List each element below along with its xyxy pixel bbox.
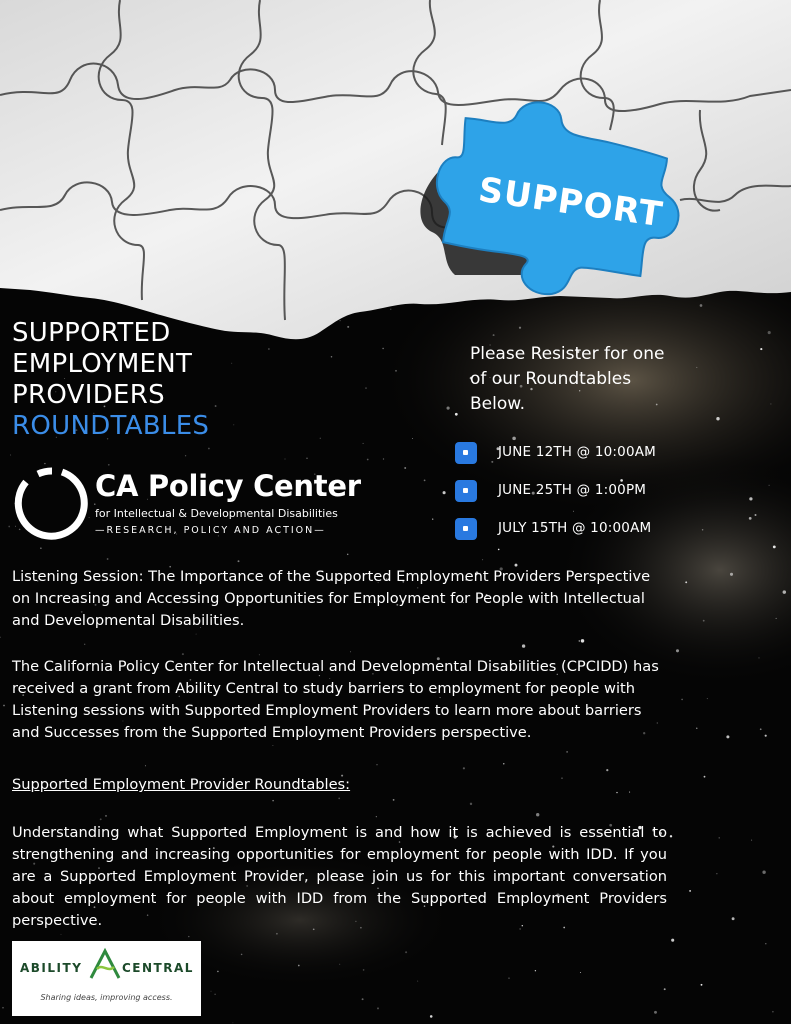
star	[508, 978, 509, 979]
star	[581, 639, 584, 642]
star	[676, 649, 679, 652]
star	[770, 403, 771, 404]
star	[606, 769, 608, 771]
star	[482, 559, 483, 560]
star	[182, 653, 184, 655]
star	[276, 933, 278, 935]
star	[580, 972, 581, 973]
roundtables-heading: Supported Employment Provider Roundtables:	[12, 776, 351, 793]
ring-logo-icon	[12, 466, 88, 542]
ability-a-mark-icon	[88, 947, 122, 981]
star	[432, 518, 433, 519]
star	[339, 964, 340, 965]
star	[188, 936, 189, 937]
star	[719, 837, 720, 838]
star	[196, 634, 197, 635]
star	[284, 458, 285, 459]
star	[503, 763, 504, 764]
star	[208, 448, 210, 450]
star	[707, 698, 708, 699]
logo-subtitle: for Intellectual & Developmental Disabilities	[95, 507, 338, 520]
star	[367, 459, 369, 461]
star	[522, 644, 525, 647]
date-item[interactable]	[455, 514, 775, 552]
support-piece-label: SUPPORT	[476, 169, 666, 236]
star	[145, 765, 146, 766]
star	[760, 728, 762, 730]
star	[412, 438, 413, 439]
star	[365, 387, 366, 388]
central-word: CENTRAL	[122, 961, 194, 975]
page-title	[12, 318, 209, 442]
star	[2, 1007, 4, 1009]
star	[405, 951, 407, 953]
star	[696, 728, 697, 729]
star	[298, 965, 300, 967]
star	[215, 405, 217, 407]
star	[536, 813, 539, 816]
star	[395, 370, 397, 372]
star	[566, 751, 568, 753]
star	[105, 815, 107, 817]
star	[338, 798, 340, 800]
star	[376, 816, 377, 817]
star	[233, 425, 234, 426]
star	[424, 480, 426, 482]
star	[404, 467, 406, 469]
star	[44, 463, 45, 464]
star	[376, 764, 377, 765]
title-line-4: ROUNDTABLES	[12, 411, 210, 441]
star	[732, 917, 735, 920]
star	[100, 818, 102, 820]
star	[730, 573, 733, 576]
star	[84, 644, 85, 645]
star	[377, 1007, 379, 1009]
star	[703, 620, 705, 622]
star	[363, 969, 365, 971]
star	[463, 767, 465, 769]
zoom-icon	[455, 480, 477, 502]
star	[759, 657, 760, 658]
star	[211, 991, 212, 992]
star	[10, 455, 11, 456]
title-line-1: SUPPORTED	[12, 318, 171, 348]
logo-name: CA Policy Center	[95, 469, 361, 503]
listening-session-paragraph: Listening Session: The Importance of the Supported Employment Providers Perspective on Increasing and Accessing Opportunities for Employment for People with Intellectual and Developmental Disabilities.	[12, 568, 651, 629]
star	[363, 443, 364, 444]
star	[751, 840, 752, 841]
star	[716, 873, 717, 874]
star	[320, 438, 321, 439]
star	[40, 548, 41, 549]
star	[61, 934, 62, 935]
star	[716, 417, 719, 420]
star	[107, 558, 109, 560]
title-line-2: EMPLOYMENT	[12, 349, 193, 379]
star	[272, 745, 273, 746]
star	[241, 954, 243, 956]
zoom-icon	[455, 518, 477, 540]
star	[447, 407, 450, 410]
roundtables-paragraph: Understanding what Supported Employment is and how it is achieved is essential to strengthening and increasing opportunities for employment for people with IDD. If you are a Supported Employment Provider, please join us for this important conversation about employment for people with IDD from the Supported Employment Providers perspective.	[12, 824, 667, 929]
star	[664, 988, 666, 990]
star	[783, 590, 786, 593]
star	[776, 618, 777, 619]
star	[470, 803, 472, 805]
title-line-3: PROVIDERS	[12, 380, 165, 410]
star	[671, 939, 674, 942]
star	[231, 363, 232, 364]
star	[762, 871, 765, 874]
star	[765, 735, 767, 737]
star	[238, 560, 240, 562]
date-label: JUNE 12TH @ 10:00AM	[498, 444, 657, 460]
roundtable-dates	[455, 438, 775, 552]
star	[232, 1022, 233, 1023]
puzzle-hero-image	[0, 0, 791, 350]
star	[272, 800, 274, 802]
star	[765, 943, 766, 944]
ca-policy-center-logo	[12, 466, 361, 542]
star	[217, 971, 219, 973]
star	[347, 554, 348, 555]
date-item[interactable]	[455, 476, 775, 514]
ability-central-logo	[12, 941, 201, 1016]
star	[670, 835, 672, 837]
star	[350, 651, 351, 652]
date-label: JUNE 25TH @ 1:00PM	[498, 482, 647, 498]
logo-tagline: —RESEARCH, POLICY AND ACTION—	[95, 525, 326, 536]
star	[535, 970, 536, 971]
star	[362, 998, 364, 1000]
grant-paragraph: The California Policy Center for Intellectual and Developmental Disabilities (CPCIDD) has received a grant from Ability Central to study barriers to employment for people with Listening sessions with Supported Employment Providers to learn more about barriers and Successes from the Supported Employment Providers perspective.	[12, 658, 659, 741]
star	[430, 1015, 433, 1018]
star	[3, 705, 5, 707]
register-prompt: Please Resister for one of our Roundtables Below.	[470, 344, 665, 414]
star	[701, 984, 703, 986]
star	[772, 1011, 774, 1013]
star	[685, 581, 687, 583]
star	[455, 413, 458, 416]
date-item[interactable]	[455, 438, 775, 476]
zoom-icon	[455, 442, 477, 464]
star	[306, 458, 307, 459]
star	[417, 981, 418, 982]
ability-word: ABILITY	[20, 961, 83, 975]
star	[383, 458, 384, 459]
star	[704, 776, 706, 778]
star	[681, 699, 683, 701]
star	[726, 735, 729, 738]
star	[689, 890, 691, 892]
star	[443, 491, 446, 494]
star	[8, 526, 10, 528]
star	[579, 640, 580, 641]
ability-tagline: Sharing ideas, improving access.	[40, 993, 173, 1002]
date-label: JULY 15TH @ 10:00AM	[498, 520, 652, 536]
star	[393, 799, 395, 801]
star	[696, 367, 697, 368]
star	[214, 994, 215, 995]
star	[654, 1011, 657, 1014]
star	[331, 356, 333, 358]
star	[185, 455, 186, 456]
